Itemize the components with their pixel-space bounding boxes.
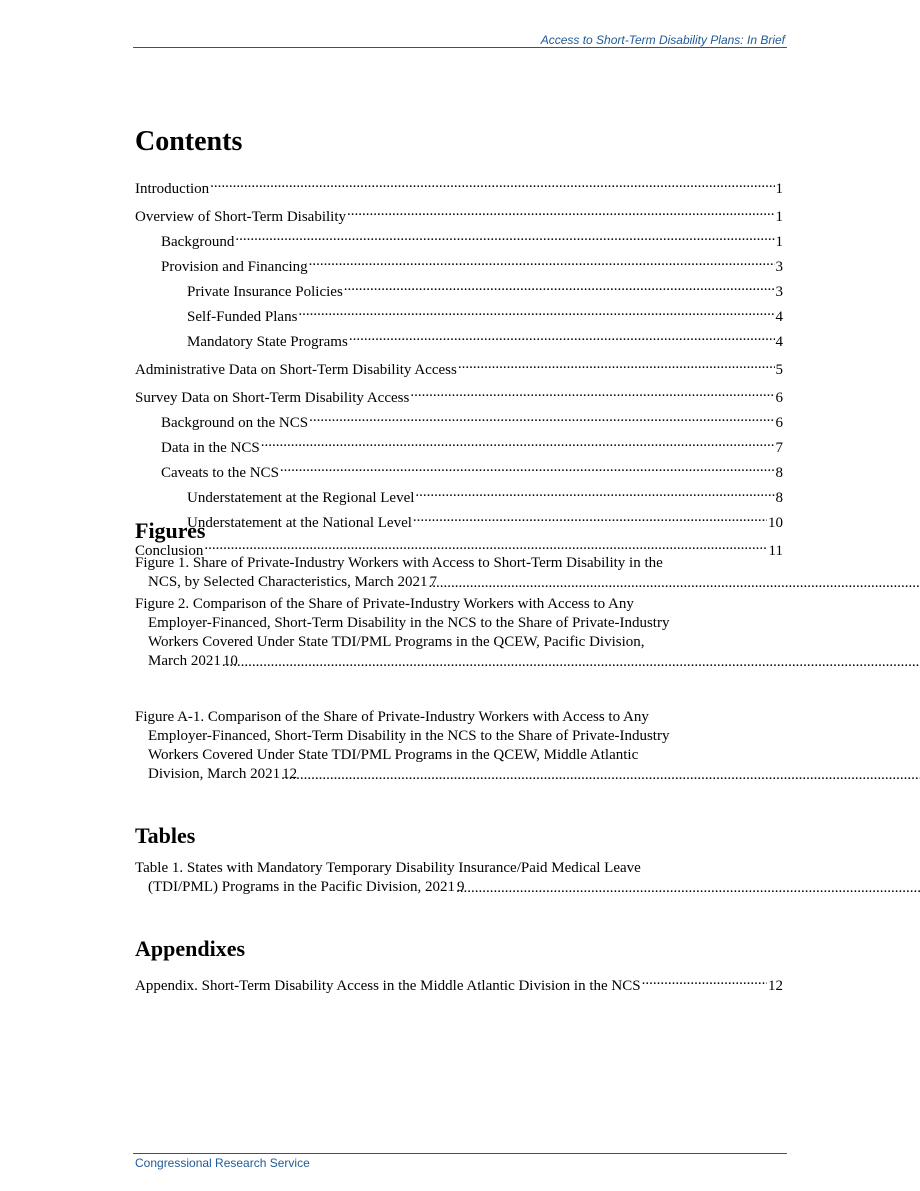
contents-list	[135, 174, 783, 561]
toc-entry[interactable]: Self-Funded Plans ..... 4	[135, 302, 783, 327]
figure-title-line: Figure A-1. Comparison of the Share of Private-Industry Workers with Access to Any	[135, 709, 649, 725]
table-entry[interactable]	[135, 859, 783, 897]
toc-entry[interactable]: Caveats to the NCS ..... 8	[135, 458, 783, 483]
toc-entry[interactable]: Background on the NCS ..... 6	[135, 408, 783, 433]
toc-entry[interactable]: Introduction ..... 1	[135, 174, 783, 199]
figure-title-line: Workers Covered Under State TDI/PML Programs in the QCEW, Middle Atlantic	[148, 747, 639, 763]
figure-last-line: NCS, by Selected Characteristics, March 2021 7	[148, 574, 438, 590]
figure-entry[interactable]	[135, 554, 783, 592]
figure-entry[interactable]	[135, 708, 783, 784]
figure-title-line: Figure 1. Share of Private-Industry Workers with Access to Short-Term Disability in the	[135, 555, 663, 571]
toc-entry[interactable]: Provision and Financing ..... 3	[135, 252, 783, 277]
toc-entry[interactable]: Understatement at the National Level ..... 10	[135, 508, 783, 533]
toc-entry[interactable]: Overview of Short-Term Disability ..... 1	[135, 202, 783, 227]
toc-entry[interactable]: Private Insurance Policies ..... 3	[135, 277, 783, 302]
header-rule	[133, 47, 787, 48]
toc-entry[interactable]: Background ..... 1	[135, 227, 783, 252]
footer-org: Congressional Research Service	[135, 1156, 310, 1170]
figures-heading: Figures	[135, 518, 206, 543]
toc-entry[interactable]: Conclusion ..... 11	[135, 536, 783, 561]
toc-entry[interactable]: Survey Data on Short-Term Disability Access ..... 6	[135, 383, 783, 408]
figure-title-line: Employer-Financed, Short-Term Disability in the NCS to the Share of Private-Industry	[148, 728, 670, 744]
figure-title-line: Employer-Financed, Short-Term Disability in the NCS to the Share of Private-Industry	[148, 615, 670, 631]
appendix-list	[135, 971, 783, 996]
footer-rule	[133, 1153, 787, 1154]
figure-entry[interactable]	[135, 595, 783, 671]
toc-entry[interactable]: Understatement at the Regional Level ..... 8	[135, 483, 783, 508]
table-title-line: Table 1. States with Mandatory Temporary Disability Insurance/Paid Medical Leave	[135, 860, 641, 876]
contents-heading: Contents	[135, 126, 243, 157]
tables-heading: Tables	[135, 823, 196, 848]
running-header: Access to Short-Term Disability Plans: In Brief	[540, 33, 785, 47]
appendix-entry[interactable]: Appendix. Short-Term Disability Access in the Middle Atlantic Division in the NCS ..... 12	[135, 971, 783, 996]
figure-title-line: Workers Covered Under State TDI/PML Programs in the QCEW, Pacific Division,	[148, 634, 645, 650]
figure-title-line: Figure 2. Comparison of the Share of Private-Industry Workers with Access to Any	[135, 596, 634, 612]
figure-last-line: March 2021 10	[148, 653, 238, 669]
toc-entry[interactable]: Administrative Data on Short-Term Disability Access ..... 5	[135, 355, 783, 380]
figure-last-line: Division, March 2021 12	[148, 766, 298, 782]
toc-entry[interactable]: Data in the NCS ..... 7	[135, 433, 783, 458]
toc-entry[interactable]: Mandatory State Programs ..... 4	[135, 327, 783, 352]
table-last-line: (TDI/PML) Programs in the Pacific Division, 2021 9	[148, 879, 465, 895]
appendixes-heading: Appendixes	[135, 936, 246, 961]
